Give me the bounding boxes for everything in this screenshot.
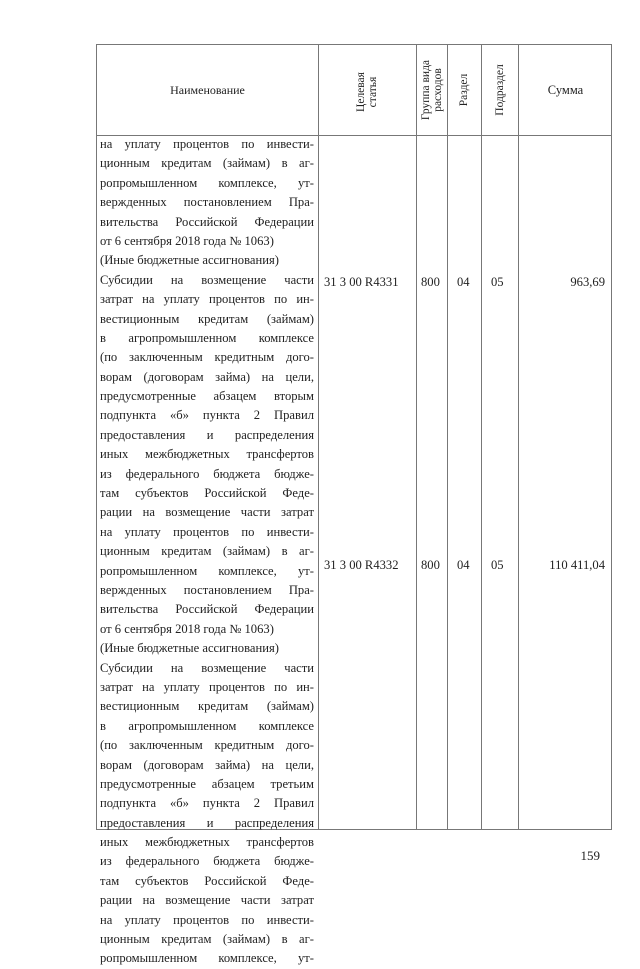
text-line: подпункта «б» пункта 2 Правил — [100, 796, 314, 811]
row2-expense-group: 800 — [421, 558, 440, 572]
text-line: вержденных постановлением Пра- — [100, 195, 314, 210]
column-divider — [518, 45, 519, 829]
row2-sum: 110 411,04 — [549, 558, 605, 572]
text-line: (по заключенным кредитным дого- — [100, 738, 314, 753]
text-line: предоставления и распределения — [100, 815, 314, 830]
header-sum-label: Сумма — [547, 83, 584, 97]
header-target-article — [355, 52, 379, 132]
column-divider — [447, 45, 448, 829]
text-line: Субсидии на возмещение части — [100, 272, 314, 287]
column-divider — [481, 45, 482, 829]
text-line: предусмотренные абзацем третьим — [100, 776, 314, 791]
text-line: (Иные бюджетные ассигнования) — [100, 641, 279, 656]
header-name — [97, 45, 318, 135]
header-expense-group-line1: Группа вида — [420, 59, 432, 121]
text-line: затрат на уплату процентов по ин- — [100, 679, 314, 694]
text-line: на уплату процентов по инвести- — [100, 137, 314, 151]
row2-section: 04 — [457, 558, 470, 572]
row1-subsection: 05 — [491, 275, 504, 289]
text-line: предусмотренные абзацем вторым — [100, 389, 314, 404]
page-number: 159 — [580, 848, 600, 863]
text-line: от 6 сентября 2018 года № 1063) — [100, 621, 274, 636]
text-line: вительства Российской Федерации — [100, 602, 314, 617]
header-section-label: Раздел — [458, 73, 470, 107]
text-line: от 6 сентября 2018 года № 1063) — [100, 233, 274, 248]
text-line: вестиционным кредитам (займам) — [100, 699, 314, 714]
header-sum — [518, 45, 613, 135]
name-column-text — [100, 135, 314, 969]
text-line: ционным кредитам (займам) в аг- — [100, 156, 314, 171]
text-line: (по заключенным кредитным дого- — [100, 350, 314, 365]
text-line: иных межбюджетных трансфертов — [100, 835, 314, 850]
text-line: ворам (договорам займа) на цели, — [100, 369, 314, 384]
text-line: из федерального бюджета бюдже- — [100, 854, 314, 869]
header-expense-group — [420, 50, 444, 130]
text-line: из федерального бюджета бюдже- — [100, 466, 314, 481]
text-line: затрат на уплату процентов по ин- — [100, 292, 314, 307]
text-line: в агропромышленном комплексе — [100, 330, 314, 345]
header-target-article-line2: статья — [367, 76, 379, 108]
text-line: вестиционным кредитам (займам) — [100, 311, 314, 326]
text-line: в агропромышленном комплексе — [100, 718, 314, 733]
header-name-label: Наименование — [170, 83, 245, 97]
row1-section: 04 — [457, 275, 470, 289]
row2-target-article: 31 3 00 R4332 — [324, 558, 399, 572]
text-line: там субъектов Российской Феде- — [100, 486, 314, 501]
text-line: ропромышленном комплексе, ут- — [100, 563, 314, 578]
text-line: вительства Российской Федерации — [100, 214, 314, 229]
column-divider — [416, 45, 417, 829]
row2-subsection: 05 — [491, 558, 504, 572]
row1-expense-group: 800 — [421, 275, 440, 289]
text-line: иных межбюджетных трансфертов — [100, 447, 314, 462]
row1-sum: 963,69 — [570, 275, 605, 289]
text-line: ционным кредитам (займам) в аг- — [100, 932, 314, 947]
text-line: подпункта «б» пункта 2 Правил — [100, 408, 314, 423]
row1-target-article: 31 3 00 R4331 — [324, 275, 399, 289]
text-line: Субсидии на возмещение части — [100, 660, 314, 675]
text-line: рации на возмещение части затрат — [100, 893, 314, 908]
text-line: на уплату процентов по инвести- — [100, 524, 314, 539]
text-line: ропромышленном комплексе, ут- — [100, 175, 314, 190]
header-subsection — [494, 50, 506, 130]
text-line: ропромышленном комплексе, ут- — [100, 951, 314, 966]
text-line: ворам (договорам займа) на цели, — [100, 757, 314, 772]
header-expense-group-line2: расходов — [432, 68, 444, 112]
header-section — [458, 60, 470, 120]
text-line: рации на возмещение части затрат — [100, 505, 314, 520]
text-line: (Иные бюджетные ассигнования) — [100, 253, 279, 268]
text-line: предоставления и распределения — [100, 427, 314, 442]
text-line: на уплату процентов по инвести- — [100, 912, 314, 927]
text-line: там субъектов Российской Феде- — [100, 873, 314, 888]
column-divider — [318, 45, 319, 829]
text-line: ционным кредитам (займам) в аг- — [100, 544, 314, 559]
header-target-article-line1: Целевая — [355, 72, 367, 112]
text-line: вержденных постановлением Пра- — [100, 582, 314, 597]
header-subsection-label: Подраздел — [494, 64, 506, 116]
